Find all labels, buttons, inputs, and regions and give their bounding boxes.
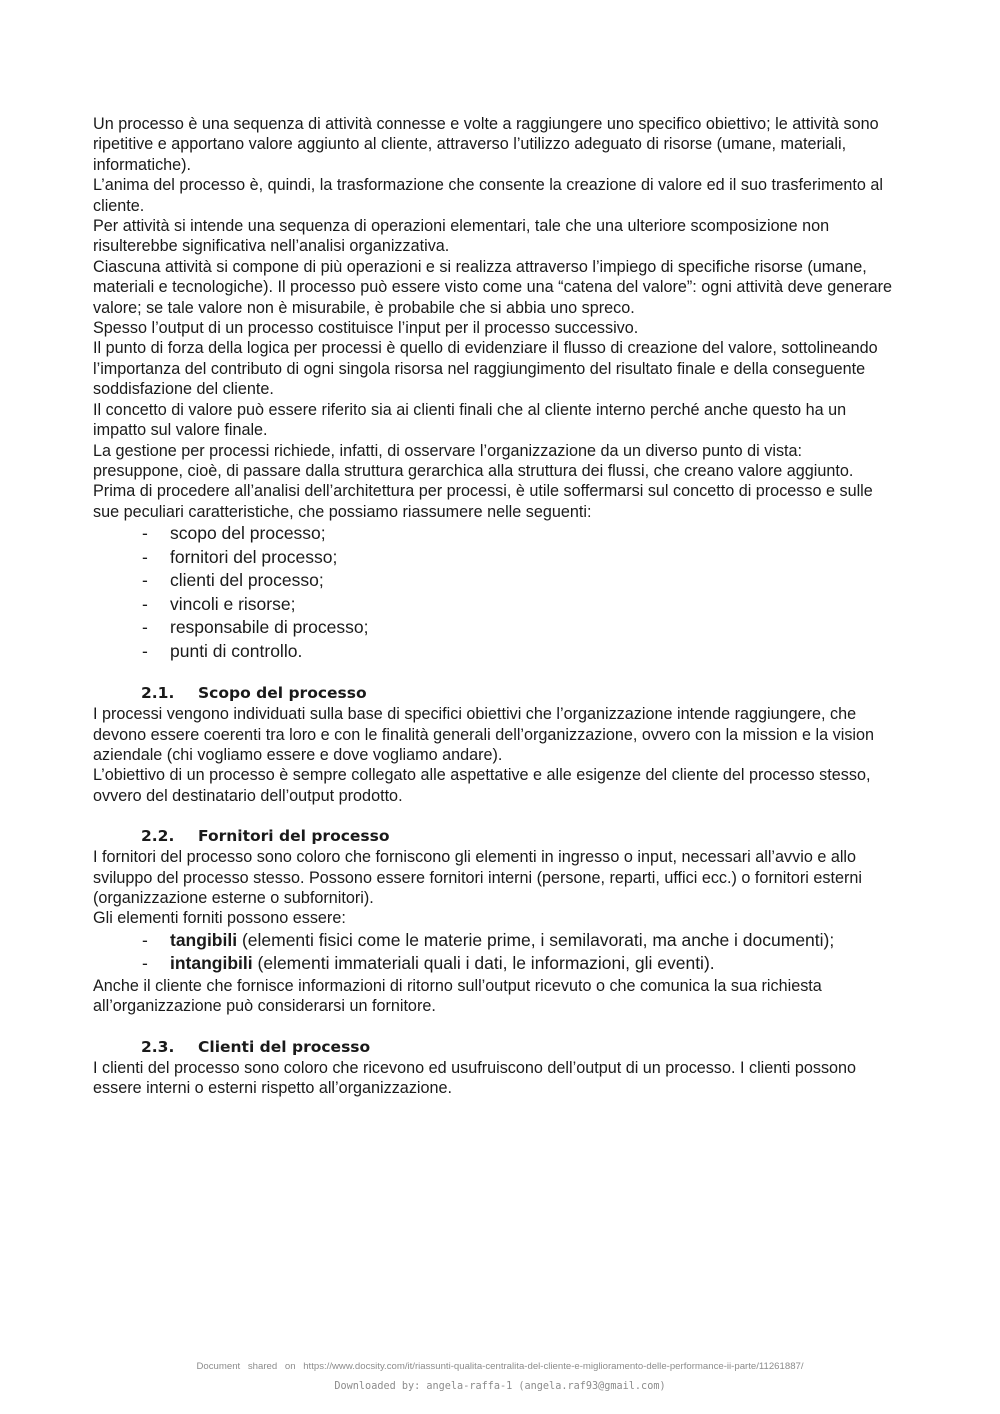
intro-paragraph-1: Un processo è una sequenza di attività connesse e volte a raggiungere uno specifico obiettivo; le attività sono ripetitive e apportano valore aggiunto al cliente, attraverso l’utilizzo adeguato di risorse (umane, materiali, informatiche).: [93, 115, 879, 174]
intro-paragraph-8: La gestione per processi richiede, infatti, di osservare l’organizzazione da un diverso punto di vista: presuppone, cioè, di passare dalla struttura gerarchica alla struttura dei flussi, che creano valore aggiunto.: [93, 441, 854, 480]
characteristics-list: [93, 522, 893, 663]
intro-paragraph-2: L’anima del processo è, quindi, la trasformazione che consente la creazione di valore ed il suo trasferimento al cliente.: [93, 176, 884, 215]
section-2-2-paragraph-1: I fornitori del processo sono coloro che forniscono gli elementi in ingresso o input, necessari all’avvio e allo sviluppo del processo stesso. Possono essere fornitori interni (persone, reparti, uffici ecc.) o fornitori esterni (organizzazione esterne o subfornitori).: [93, 848, 862, 907]
list-item: - clienti del processo;: [93, 569, 893, 593]
section-number: 2.3.: [141, 1037, 175, 1056]
list-item-term: intangibili: [170, 953, 253, 974]
section-2-1-paragraph-2: L’obiettivo di un processo è sempre collegato alle aspettative e alle esigenze del cliente del processo stesso, ovvero del destinatario dell’output prodotto.: [93, 766, 871, 805]
section-title: Scopo del processo: [198, 684, 367, 703]
section-heading-2-3: [93, 1037, 893, 1058]
list-item-text: (elementi immateriali quali i dati, le informazioni, gli eventi).: [252, 953, 715, 974]
section-2-1-paragraph-1: I processi vengono individuati sulla base di specifici obiettivi che l’organizzazione intende raggiungere, che devono essere coerenti tra loro e con le finalità generali dell’organizzazione, ovvero con la mission e la vision aziendale (chi vogliamo essere e dove vogliamo andare).: [93, 705, 875, 764]
footer-shared-link[interactable]: Document shared on https://www.docsity.com/it/riassunti-qualita-centralita-del-cliente-e-miglioramento-delle-performance-ii-parte/11261887/: [196, 1361, 804, 1372]
section-title: Clienti del processo: [198, 1037, 371, 1056]
list-item-text: (elementi fisici come le materie prime, i semilavorati, ma anche i documenti);: [237, 929, 835, 950]
intro-paragraph-5: Spesso l’output di un processo costituisce l’input per il processo successivo.: [93, 319, 639, 338]
section-number: 2.1.: [141, 684, 175, 703]
section-2-2-paragraph-2: Gli elementi forniti possono essere:: [93, 909, 346, 928]
intro-paragraph-3: Per attività si intende una sequenza di operazioni elementari, tale che una ulteriore scomposizione non risulterebbe significativa nell’analisi organizzativa.: [93, 217, 830, 256]
elements-list: [93, 929, 893, 976]
document-page: [93, 114, 893, 1098]
footer-downloaded-by: Downloaded by: angela-raffa-1 (angela.raf93@gmail.com): [334, 1381, 666, 1392]
intro-paragraph-9: Prima di procedere all’analisi dell’architettura per processi, è utile soffermarsi sul concetto di processo e sulle sue peculiari caratteristiche, che possiamo riassumere nelle seguenti:: [93, 482, 873, 521]
section-heading-2-1: [93, 683, 893, 704]
list-item: - scopo del processo;: [93, 522, 893, 546]
section-2-3-paragraph-1: I clienti del processo sono coloro che ricevono ed usufruiscono dell’output di un processo. I clienti possono essere interni o esterni rispetto all’organizzazione.: [93, 1058, 857, 1097]
list-item: [93, 929, 893, 953]
section-title: Fornitori del processo: [198, 827, 390, 846]
list-item: - punti di controllo.: [93, 640, 893, 664]
list-item: - fornitori del processo;: [93, 546, 893, 570]
intro-paragraph-6: Il punto di forza della logica per processi è quello di evidenziare il flusso di creazione del valore, sottolineando l’importanza del contributo di ogni singola risorsa nel raggiungimento del risultato finale e della conseguente soddisfazione del cliente.: [93, 339, 878, 399]
section-number: 2.2.: [141, 827, 175, 846]
intro-paragraph-4: Ciascuna attività si compone di più operazioni e si realizza attraverso l’impiego di specifiche risorse (umane, materiali e tecnologiche). Il processo può essere visto come una “catena del valore”: ogni attività deve generare valore; se tale valore non è misurabile, è probabile che si abbia uno spreco.: [93, 257, 893, 317]
list-item: - vincoli e risorse;: [93, 593, 893, 617]
list-item-term: tangibili: [170, 929, 238, 950]
list-item: - responsabile di processo;: [93, 616, 893, 640]
section-heading-2-2: [93, 826, 893, 847]
list-item: [93, 952, 893, 976]
intro-paragraph-7: Il concetto di valore può essere riferito sia ai clienti finali che al cliente interno perché anche questo ha un impatto sul valore finale.: [93, 400, 847, 440]
section-2-2-closing: Anche il cliente che fornisce informazioni di ritorno sull’output ricevuto o che comunica la sua richiesta all’organizzazione può considerarsi un fornitore.: [93, 976, 822, 1016]
